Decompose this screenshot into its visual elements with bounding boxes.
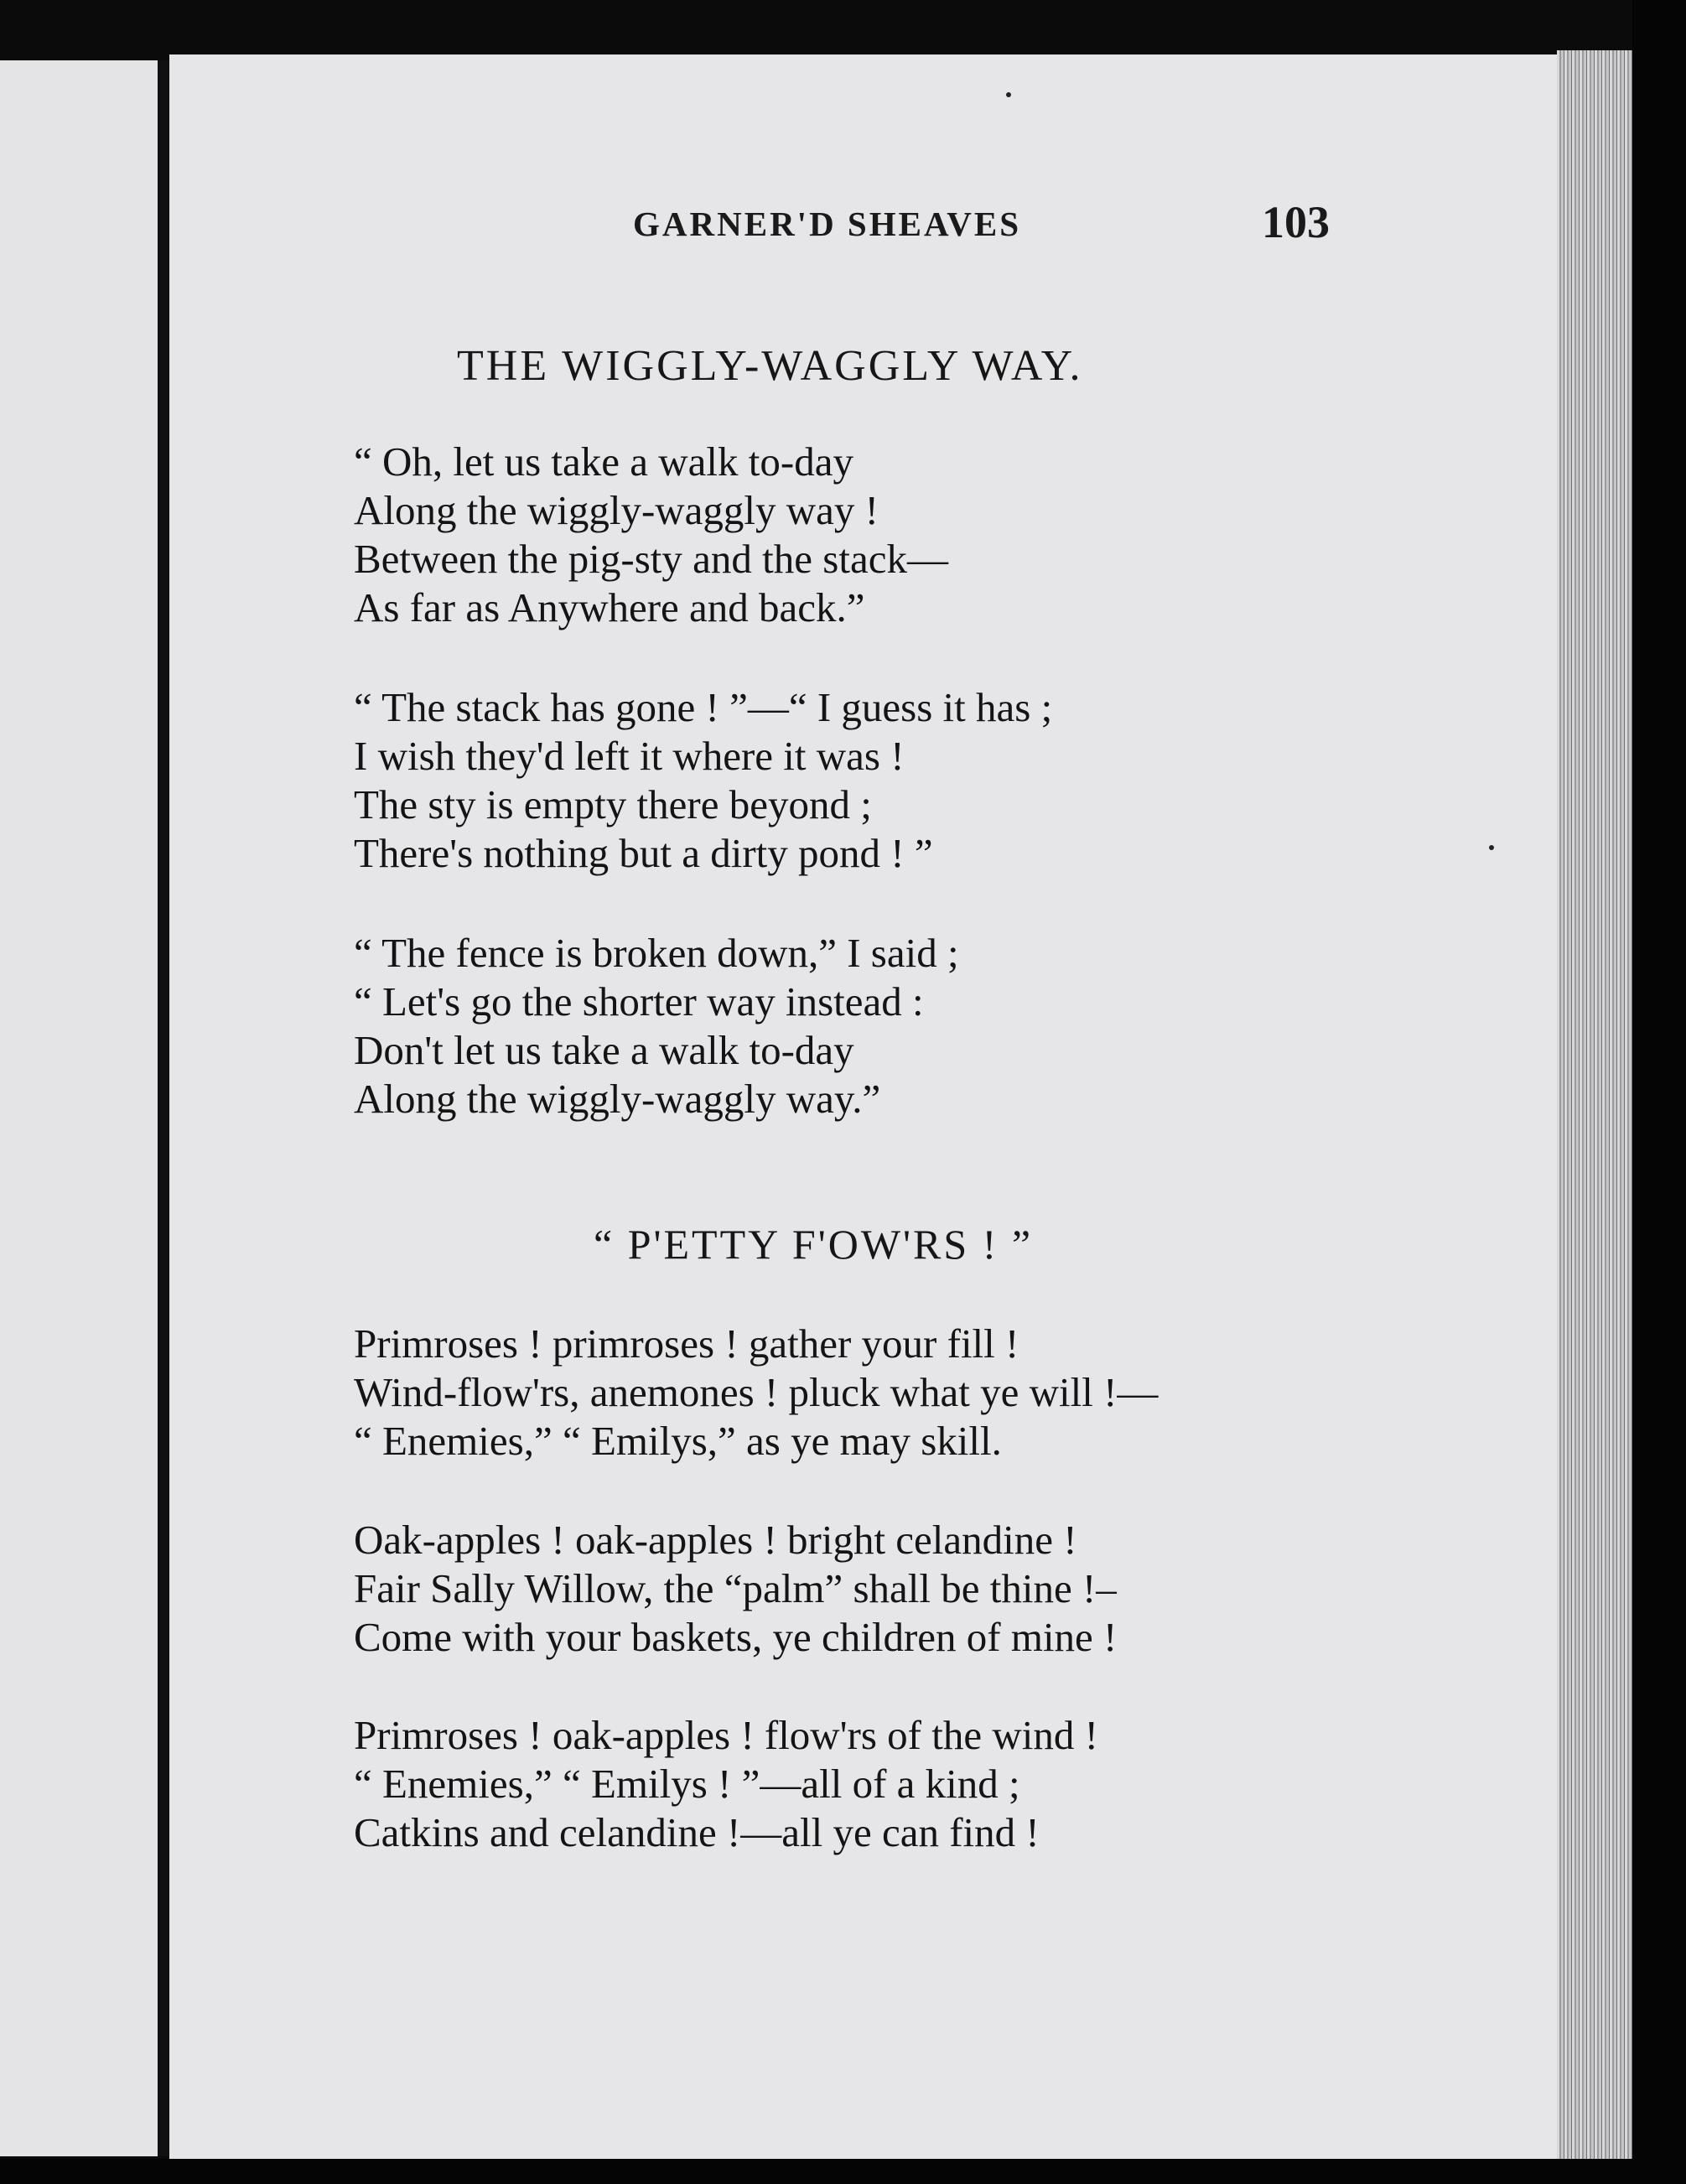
verse-line: Don't let us take a walk to-day [354,1027,854,1073]
stanza [354,929,959,1123]
stanza [354,683,1052,878]
page-edges [1557,50,1632,2167]
dust-speck [1006,92,1011,97]
verse-line: “ Enemies,” “ Emilys,” as ye may skill. [354,1418,1002,1464]
verse-line: “ The fence is broken down,” I said ; [354,930,959,976]
verse-line: “ The stack has gone ! ”—“ I guess it has ; [354,684,1053,730]
scan-border-bottom [0,2159,1686,2184]
verse-line: Primroses ! oak-apples ! flow'rs of the wind ! [354,1712,1098,1758]
verse-line: Between the pig-sty and the stack— [354,536,948,582]
stanza [354,1320,1158,1466]
verse-line: Fair Sally Willow, the “palm” shall be thine !– [354,1565,1117,1611]
verse-line: The sty is empty there beyond ; [354,781,872,827]
verse-line: Catkins and celandine !—all ye can find ! [354,1809,1040,1855]
poem-title: THE WIGGLY-WAGGLY WAY. [457,342,1083,390]
verse-line: Primroses ! primroses ! gather your fill ! [354,1320,1019,1367]
verse-line: “ Enemies,” “ Emilys ! ”—all of a kind ; [354,1761,1020,1807]
verse-line: As far as Anywhere and back.” [354,584,865,630]
dust-speck [1489,845,1494,850]
verse-line: Oak-apples ! oak-apples ! bright celandine ! [354,1517,1077,1563]
page-number: 103 [1262,197,1330,247]
running-title: GARNER'D SHEAVES [633,205,1022,243]
stanza [354,438,948,632]
book-gutter [158,60,169,2156]
verse-line: Wind-flow'rs, anemones ! pluck what ye will !— [354,1369,1159,1415]
verse-line: Come with your baskets, ye children of mine ! [354,1614,1118,1660]
stanza [354,1711,1098,1857]
verse-line: There's nothing but a dirty pond ! ” [354,830,933,876]
verse-line: I wish they'd left it where it was ! [354,733,905,779]
scan-border-right [1632,0,1686,2184]
previous-page-edge [0,60,158,2156]
stanza [354,1516,1117,1662]
verse-line: Along the wiggly-waggly way.” [354,1076,881,1122]
poem-title: “ P'ETTY F'OW'RS ! ” [594,1221,1034,1268]
verse-line: “ Let's go the shorter way instead : [354,978,924,1025]
verse-line: Along the wiggly-waggly way ! [354,487,879,533]
verse-line: “ Oh, let us take a walk to-day [354,438,853,485]
